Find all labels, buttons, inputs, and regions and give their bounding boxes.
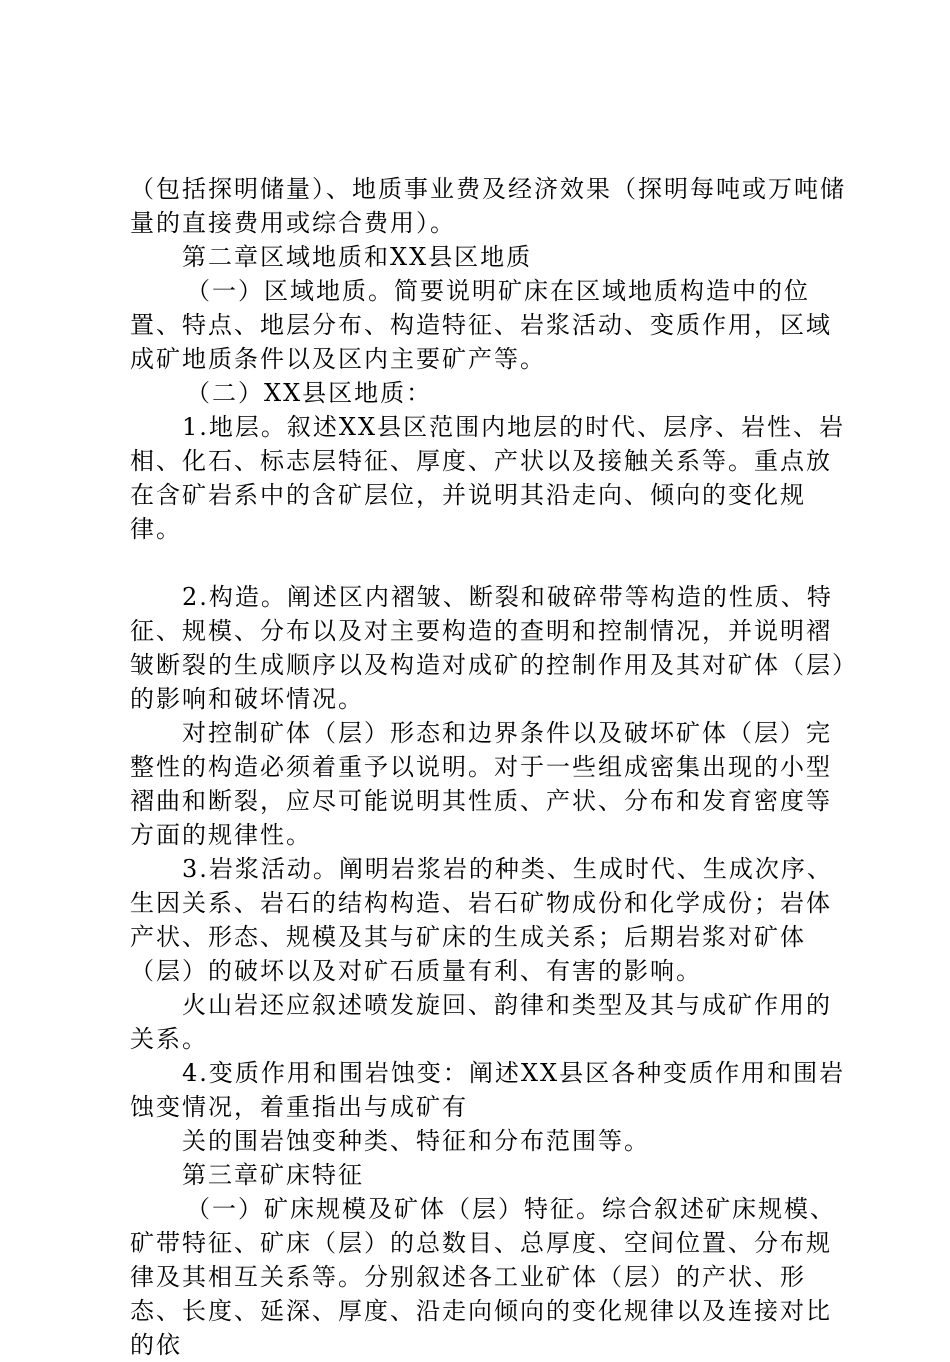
paragraph-magmatism: 3.岩浆活动。阐明岩浆岩的种类、生成时代、生成次序、生因关系、岩石的结构构造、岩石矿物成份和化学成份；岩体产状、形态、规模及其与矿床的生成关系；后期岩浆对矿体（层）的破坏以及对矿石质量有利、有害的影响。 bbox=[130, 855, 833, 985]
chapter-heading-2: 第二章区域地质和XX县区地质 bbox=[182, 243, 533, 271]
paragraph-regional-geology: （一）区域地质。简要说明矿床在区域地质构造中的位置、特点、地层分布、构造特征、岩浆活动、变质作用，区域成矿地质条件以及区内主要矿产等。 bbox=[130, 277, 832, 373]
paragraph-metamorphism: 4.变质作用和围岩蚀变：阐述XX县区各种变质作用和围岩蚀变情况，着重指出与成矿有 bbox=[130, 1059, 846, 1121]
document-body bbox=[130, 172, 850, 1362]
paragraph-deposit-scale: （一）矿床规模及矿体（层）特征。综合叙述矿床规模、矿带特征、矿床（层）的总数目、总厚度、空间位置、分布规律及其相互关系等。分别叙述各工业矿体（层）的产状、形态、长度、延深、厚度、沿走向倾向的变化规律以及连接对比的依 bbox=[130, 1195, 836, 1359]
chapter-heading-3: 第三章矿床特征 bbox=[182, 1161, 364, 1189]
section-heading-county-geology: （二）XX县区地质： bbox=[186, 379, 433, 407]
paragraph-strata: 1.地层。叙述XX县区范围内地层的时代、层序、岩性、岩相、化石、标志层特征、厚度、产状以及接触关系等。重点放在含矿岩系中的含矿层位，并说明其沿走向、倾向的变化规律。 bbox=[130, 413, 846, 543]
paragraph-continuation: （包括探明储量）、地质事业费及经济效果（探明每吨或万吨储量的直接费用或综合费用）。 bbox=[130, 175, 846, 237]
paragraph-volcanic: 火山岩还应叙述喷发旋回、韵律和类型及其与成矿作用的关系。 bbox=[130, 991, 832, 1053]
paragraph-alteration: 关的围岩蚀变种类、特征和分布范围等。 bbox=[182, 1127, 650, 1155]
paragraph-structure: 2.构造。阐述区内褶皱、断裂和破碎带等构造的性质、特征、规模、分布以及对主要构造的查明和控制情况，并说明褶皱断裂的生成顺序以及构造对成矿的控制作用及其对矿体（层）的影响和破坏情况。 bbox=[130, 583, 846, 713]
paragraph-structure-control: 对控制矿体（层）形态和边界条件以及破坏矿体（层）完整性的构造必须着重予以说明。对于一些组成密集出现的小型褶曲和断裂，应尽可能说明其性质、产状、分布和发育密度等方面的规律性。 bbox=[130, 719, 832, 849]
